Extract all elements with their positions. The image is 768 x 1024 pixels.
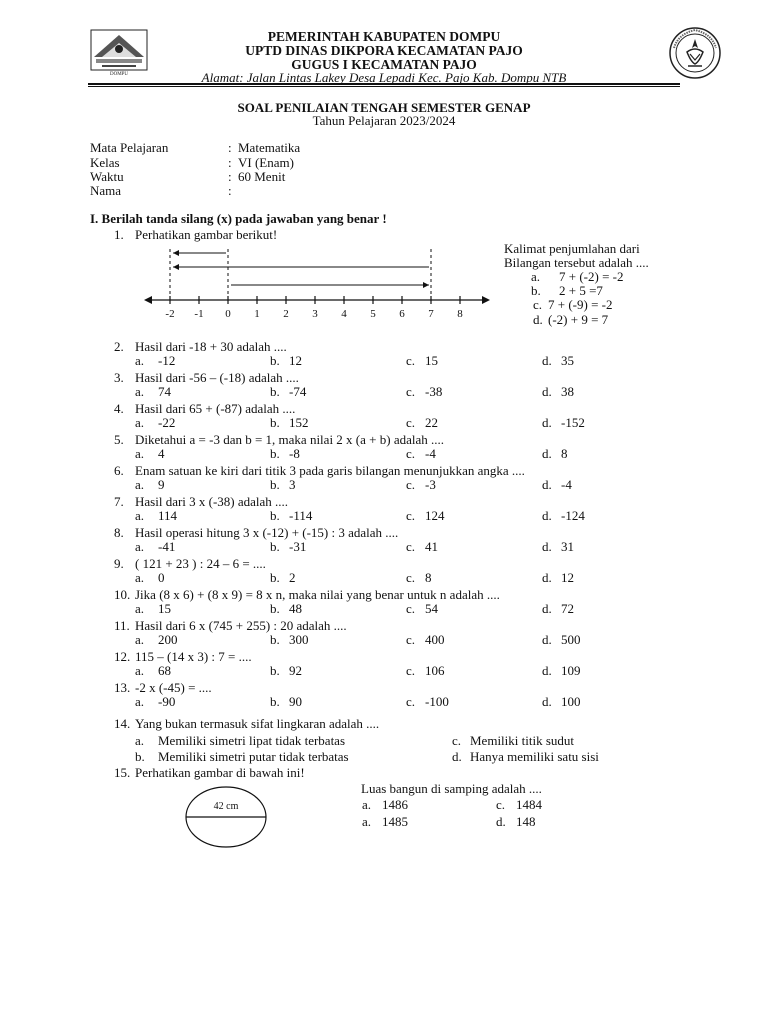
vector-arrow-0-to-7-head — [423, 282, 429, 288]
axis-tick-label: 6 — [399, 308, 405, 320]
option-text: Memiliki simetri lipat tidak terbatas — [158, 733, 346, 748]
option-letter: a. — [531, 269, 541, 284]
option-text: -8 — [289, 446, 300, 461]
option-text: 7 + (-2) = -2 — [559, 269, 624, 284]
question-number: 1. — [114, 227, 124, 242]
option-text: 106 — [425, 663, 445, 678]
axis-tick-label: 1 — [254, 308, 260, 320]
option-text: -152 — [561, 415, 585, 430]
option-letter: c. — [406, 663, 416, 678]
axis-tick-label: -2 — [165, 308, 175, 320]
option-text: -41 — [158, 539, 176, 554]
option-letter: c. — [406, 632, 416, 647]
option-letter: c. — [406, 384, 416, 399]
option-letter: c. — [406, 508, 416, 523]
option-letter: a. — [135, 446, 145, 461]
option-text: 1484 — [516, 797, 542, 812]
info-label: Waktu — [90, 169, 124, 184]
option-text: 1486 — [382, 797, 408, 812]
option-text: -38 — [425, 384, 443, 399]
vector-arrow-7-to-minus-2-head — [173, 264, 179, 270]
option-letter: c. — [406, 477, 416, 492]
option-text: -100 — [425, 694, 449, 709]
question-text: Hasil dari 6 x (745 + 255) : 20 adalah .... — [135, 618, 347, 633]
question-number: 8. — [114, 525, 124, 540]
option-letter: c. — [406, 353, 416, 368]
option-letter: a. — [135, 570, 145, 585]
option-text: 15 — [158, 601, 171, 616]
option-letter: a. — [135, 694, 145, 709]
header-address: Alamat: Jalan Lintas Lakey Desa Lepadi Kec. Pajo Kab. Dompu NTB — [201, 70, 567, 85]
option-text: Memiliki titik sudut — [470, 733, 575, 748]
axis-arrow-right — [482, 296, 490, 304]
option-letter: c. — [533, 297, 543, 312]
option-text: 4 — [158, 446, 165, 461]
option-text: 7 + (-9) = -2 — [548, 297, 613, 312]
option-letter: d. — [533, 312, 543, 327]
option-letter: d. — [542, 446, 552, 461]
question-number: 6. — [114, 463, 124, 478]
option-letter: c. — [406, 601, 416, 616]
info-label: Nama — [90, 183, 122, 198]
option-text: 100 — [561, 694, 581, 709]
info-label: Kelas — [90, 155, 120, 170]
question-number: 9. — [114, 556, 124, 571]
header-rule-thin — [88, 86, 680, 87]
option-text: -114 — [289, 508, 313, 523]
option-text: 54 — [425, 601, 438, 616]
question-number: 10. — [114, 587, 131, 602]
question-text: Jika (8 x 6) + (8 x 9) = 8 x n, maka nilai yang benar untuk n adalah .... — [135, 587, 500, 602]
option-letter: d. — [542, 539, 552, 554]
option-text: -90 — [158, 694, 176, 709]
question-text: 115 – (14 x 3) : 7 = .... — [135, 649, 252, 664]
option-letter: d. — [542, 384, 552, 399]
option-text: 31 — [561, 539, 574, 554]
question-number: 4. — [114, 401, 124, 416]
option-text: 74 — [158, 384, 171, 399]
q1-side-text-2: Bilangan tersebut adalah .... — [504, 255, 649, 270]
axis-tick-label: 3 — [312, 308, 318, 320]
option-letter: d. — [542, 570, 552, 585]
option-text: 200 — [158, 632, 178, 647]
option-text: 92 — [289, 663, 302, 678]
option-letter: b. — [270, 477, 280, 492]
question-number: 5. — [114, 432, 124, 447]
option-letter: c. — [406, 694, 416, 709]
option-letter: a. — [362, 797, 372, 812]
info-value: VI (Enam) — [238, 155, 294, 170]
logo-left-text: DOMPU — [109, 72, 129, 77]
info-colon: : — [228, 155, 232, 170]
option-text: 38 — [561, 384, 574, 399]
axis-tick-label: 4 — [341, 308, 347, 320]
info-value: 60 Menit — [238, 169, 286, 184]
axis-arrow-left — [144, 296, 152, 304]
option-letter: b. — [270, 446, 280, 461]
option-letter: d. — [496, 814, 506, 829]
option-text: 3 — [289, 477, 296, 492]
axis-tick-label: -1 — [194, 308, 204, 320]
option-letter: b. — [270, 694, 280, 709]
question-text: ( 121 + 23 ) : 24 – 6 = .... — [135, 556, 266, 571]
option-letter: b. — [270, 601, 280, 616]
question-text: Hasil dari -56 – (-18) adalah .... — [135, 370, 299, 385]
q15-side-text: Luas bangun di samping adalah .... — [361, 781, 542, 796]
option-text: -31 — [289, 539, 307, 554]
question-text: Hasil operasi hitung 3 x (-12) + (-15) : 3 adalah .... — [135, 525, 399, 540]
axis-tick-label: 0 — [225, 308, 231, 320]
option-text: -3 — [425, 477, 436, 492]
option-text: 68 — [158, 663, 171, 678]
option-letter: c. — [406, 570, 416, 585]
option-text: 12 — [561, 570, 574, 585]
option-text: 500 — [561, 632, 581, 647]
axis-tick-label: 7 — [428, 308, 434, 320]
option-letter: a. — [135, 477, 145, 492]
option-letter: b. — [270, 508, 280, 523]
option-text: 300 — [289, 632, 309, 647]
option-text: 9 — [158, 477, 165, 492]
option-text: -4 — [425, 446, 436, 461]
question-text: Enam satuan ke kiri dari titik 3 pada garis bilangan menunjukkan angka .... — [135, 463, 525, 478]
option-letter: b. — [270, 539, 280, 554]
option-letter: c. — [406, 415, 416, 430]
header-rule-thick — [88, 83, 680, 85]
question-number: 15. — [114, 765, 131, 780]
question-number: 11. — [114, 618, 130, 633]
option-letter: a. — [135, 733, 145, 748]
header-line-1: PEMERINTAH KABUPATEN DOMPU — [267, 29, 501, 44]
header-line-3: GUGUS I KECAMATAN PAJO — [291, 57, 477, 72]
question-number: 2. — [114, 339, 124, 354]
option-text: 15 — [425, 353, 438, 368]
option-letter: b. — [270, 632, 280, 647]
question-number: 7. — [114, 494, 124, 509]
info-colon: : — [228, 169, 232, 184]
option-letter: d. — [542, 477, 552, 492]
option-text: -74 — [289, 384, 307, 399]
option-letter: a. — [135, 415, 145, 430]
option-text: 400 — [425, 632, 445, 647]
number-line-figure — [140, 245, 492, 325]
option-text: -12 — [158, 353, 176, 368]
option-letter: b. — [270, 384, 280, 399]
exam-title: SOAL PENILAIAN TENGAH SEMESTER GENAP — [237, 100, 531, 115]
option-letter: a. — [362, 814, 372, 829]
option-text: -22 — [158, 415, 176, 430]
option-text: Hanya memiliki satu sisi — [470, 749, 599, 764]
option-letter: d. — [542, 508, 552, 523]
option-text: 2 + 5 =7 — [559, 283, 603, 298]
axis-tick-label: 5 — [370, 308, 376, 320]
option-letter: b. — [531, 283, 541, 298]
option-text: 35 — [561, 353, 574, 368]
option-letter: b. — [270, 353, 280, 368]
option-letter: d. — [452, 749, 462, 764]
question-number: 12. — [114, 649, 131, 664]
option-letter: a. — [135, 601, 145, 616]
option-letter: b. — [270, 663, 280, 678]
option-text: 90 — [289, 694, 302, 709]
question-text: Hasil dari -18 + 30 adalah .... — [135, 339, 287, 354]
question-text: Perhatikan gambar berikut! — [135, 227, 278, 242]
option-letter: d. — [542, 415, 552, 430]
exam-year: Tahun Pelajaran 2023/2024 — [312, 113, 456, 128]
option-letter: c. — [406, 446, 416, 461]
option-text: 8 — [425, 570, 432, 585]
option-text: 22 — [425, 415, 438, 430]
option-letter: a. — [135, 632, 145, 647]
option-text: 12 — [289, 353, 302, 368]
option-text: 148 — [516, 814, 536, 829]
option-text: 8 — [561, 446, 568, 461]
option-letter: b. — [270, 570, 280, 585]
option-text: 2 — [289, 570, 296, 585]
circle-diameter-label: 42 cm — [213, 801, 239, 812]
info-value: Matematika — [238, 140, 301, 155]
info-colon: : — [228, 183, 232, 198]
circle-figure — [183, 784, 269, 850]
option-text: 114 — [158, 508, 178, 523]
option-letter: d. — [542, 663, 552, 678]
option-letter: a. — [135, 663, 145, 678]
option-text: 41 — [425, 539, 438, 554]
option-letter: a. — [135, 353, 145, 368]
axis-tick-label: 8 — [457, 308, 463, 320]
option-text: 1485 — [382, 814, 408, 829]
info-label: Mata Pelajaran — [90, 140, 169, 155]
question-number: 14. — [114, 716, 131, 731]
option-text: -124 — [561, 508, 585, 523]
axis-tick-label: 2 — [283, 308, 289, 320]
option-text: 0 — [158, 570, 165, 585]
section-title: I. Berilah tanda silang (x) pada jawaban yang benar ! — [90, 211, 387, 226]
question-text: Perhatikan gambar di bawah ini! — [135, 765, 305, 780]
option-text: 48 — [289, 601, 302, 616]
question-number: 3. — [114, 370, 124, 385]
option-letter: b. — [135, 749, 145, 764]
option-letter: c. — [406, 539, 416, 554]
option-letter: d. — [542, 601, 552, 616]
option-text: Memiliki simetri putar tidak terbatas — [158, 749, 349, 764]
question-number: 13. — [114, 680, 131, 695]
option-text: 124 — [425, 508, 445, 523]
question-text: Yang bukan termasuk sifat lingkaran adalah .... — [135, 716, 380, 731]
option-letter: c. — [452, 733, 462, 748]
info-colon: : — [228, 140, 232, 155]
option-text: 72 — [561, 601, 574, 616]
question-text: Hasil dari 65 + (-87) adalah .... — [135, 401, 296, 416]
header-line-2: UPTD DINAS DIKPORA KECAMATAN PAJO — [245, 43, 523, 58]
option-letter: b. — [270, 415, 280, 430]
vector-arrow-0-to-minus-2-head — [173, 250, 179, 256]
question-text: Diketahui a = -3 dan b = 1, maka nilai 2 x (a + b) adalah .... — [135, 432, 444, 447]
option-text: 109 — [561, 663, 581, 678]
question-text: Hasil dari 3 x (-38) adalah .... — [135, 494, 289, 509]
option-letter: d. — [542, 694, 552, 709]
option-letter: d. — [542, 353, 552, 368]
option-letter: a. — [135, 508, 145, 523]
option-text: 152 — [289, 415, 309, 430]
option-text: (-2) + 9 = 7 — [548, 312, 609, 327]
q1-side-text-1: Kalimat penjumlahan dari — [504, 241, 640, 256]
option-text: -4 — [561, 477, 572, 492]
option-letter: c. — [496, 797, 506, 812]
option-letter: d. — [542, 632, 552, 647]
question-text: -2 x (-45) = .... — [135, 680, 212, 695]
option-letter: a. — [135, 539, 145, 554]
option-letter: a. — [135, 384, 145, 399]
